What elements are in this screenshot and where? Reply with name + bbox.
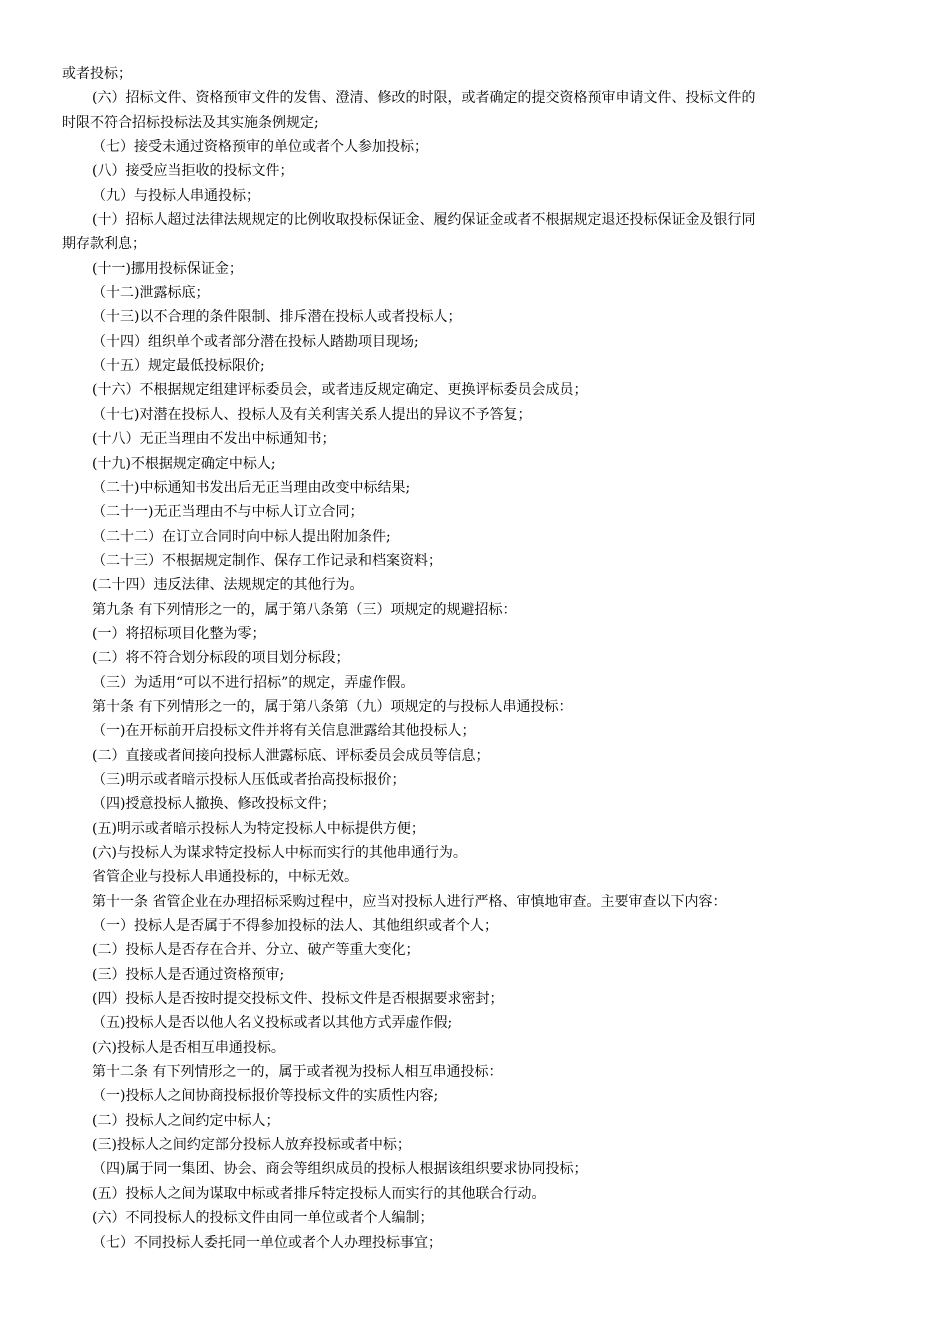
- text-line: （七）接受未通过资格预审的单位或者个人参加投标；: [92, 139, 428, 156]
- text-line: (二）投标人之间约定中标人；: [92, 1112, 280, 1129]
- text-line: （二十一)无正当理由不与中标人订立合同；: [92, 504, 364, 521]
- text-line: (三）投标人是否通过资格预审;: [92, 966, 285, 983]
- text-line: (四）投标人是否按时提交投标文件、投标文件是否根据要求密封；: [92, 991, 504, 1008]
- text-line: （三）为适用“可以不进行招标”的规定，弄虚作假。: [92, 674, 415, 691]
- text-line: （二十)中标通知书发出后无正当理由改变中标结果;: [92, 479, 411, 496]
- text-line: (五)明示或者暗示投标人为特定投标人中标提供方便；: [92, 820, 425, 837]
- text-line: （九）与投标人串通投标；: [92, 187, 260, 204]
- text-line: （四)属于同一集团、协会、商会等组织成员的投标人根据该组织要求协同投标；: [92, 1161, 588, 1178]
- text-line: （七）不同投标人委托同一单位或者个人办理投标事宜；: [92, 1234, 442, 1251]
- text-line: 第九条 有下列情形之一的，属于第八条第（三）项规定的规避招标：: [92, 601, 517, 618]
- text-line: (二）将不符合划分标段的项目划分标段；: [92, 650, 350, 667]
- text-line: 第十二条 有下列情形之一的，属于或者视为投标人相互串通投标：: [92, 1064, 503, 1081]
- text-line: (八）接受应当拒收的投标文件；: [92, 163, 294, 180]
- text-line: （三)明示或者暗示投标人压低或者抬高投标报价；: [92, 771, 406, 788]
- text-line: (一）将招标项目化整为零；: [92, 625, 266, 642]
- text-line: 或者投标；: [62, 66, 132, 82]
- text-line: (六)投标人是否相互串通投标。: [92, 1039, 285, 1056]
- text-line: （二十二）在订立合同时向中标人提出附加条件;: [92, 528, 391, 545]
- text-line: 第十条 有下列情形之一的，属于第八条第（九）项规定的与投标人串通投标：: [92, 698, 573, 715]
- text-line: （一)投标人之间协商投标报价等投标文件的实质性内容;: [92, 1088, 439, 1105]
- text-line: (十六）不根据规定组建评标委员会，或者违反规定确定、更换评标委员会成员；: [92, 382, 588, 399]
- text-line: (三)投标人之间约定部分投标人放弃投标或者中标；: [92, 1137, 411, 1154]
- text-line: （十二)泄露标底；: [92, 285, 210, 302]
- text-line: (二十四）违反法律、法规规定的其他行为。: [92, 577, 364, 594]
- text-line: (六）不同投标人的投标文件由同一单位或者个人编制；: [92, 1210, 434, 1227]
- text-line: 期存款利息；: [62, 236, 146, 253]
- text-line: 省管企业与投标人串通投标的，中标无效。: [92, 869, 358, 886]
- text-line: （一）投标人是否属于不得参加投标的法人、其他组织或者个人；: [92, 918, 498, 935]
- text-line: (六)与投标人为谋求特定投标人中标而实行的其他串通行为。: [92, 845, 467, 861]
- text-line: （十五）规定最低投标限价;: [92, 358, 265, 375]
- text-line: （二十三）不根据规定制作、保存工作记录和档案资料；: [92, 552, 442, 569]
- text-line: 时限不符合招标投标法及其实施条例规定;: [62, 114, 319, 131]
- text-line: (十）招标人超过法律法规规定的比例收取投标保证金、履约保证金或者不根据规定退还投标保证金及银行同: [92, 212, 756, 229]
- text-line: 第十一条 省管企业在办理招标采购过程中，应当对投标人进行严格、审慎地审查。主要审查以下内容：: [92, 893, 727, 910]
- text-line: (十一)挪用投标保证金；: [92, 260, 243, 277]
- text-line: （十四）组织单个或者部分潜在投标人踏勘项目现场;: [92, 333, 419, 350]
- text-line: (十八）无正当理由不发出中标通知书；: [92, 431, 336, 448]
- text-line: (六）招标文件、资格预审文件的发售、澄清、修改的时限，或者确定的提交资格预审申请文件、投标文件的: [92, 90, 756, 107]
- text-line: (二）投标人是否存在合并、分立、破产等重大变化；: [92, 942, 420, 959]
- text-line: （四)授意投标人撤换、修改投标文件；: [92, 796, 336, 813]
- text-line: （十三)以不合理的条件限制、排斥潜在投标人或者投标人；: [92, 309, 462, 326]
- text-line: (二）直接或者间接向投标人泄露标底、评标委员会成员等信息；: [92, 747, 490, 764]
- text-line: (五）投标人之间为谋取中标或者排斥特定投标人而实行的其他联合行动。: [92, 1185, 546, 1202]
- document-page: [0, 62, 950, 1255]
- text-line: (十九)不根据规定确定中标人;: [92, 455, 276, 472]
- text-line: （十七)对潜在投标人、投标人及有关利害关系人提出的异议不予答复；: [92, 406, 532, 423]
- text-line: （五)投标人是否以他人名义投标或者以其他方式弄虚作假;: [92, 1015, 453, 1032]
- text-line: （一)在开标前开启投标文件并将有关信息泄露给其他投标人；: [92, 723, 476, 740]
